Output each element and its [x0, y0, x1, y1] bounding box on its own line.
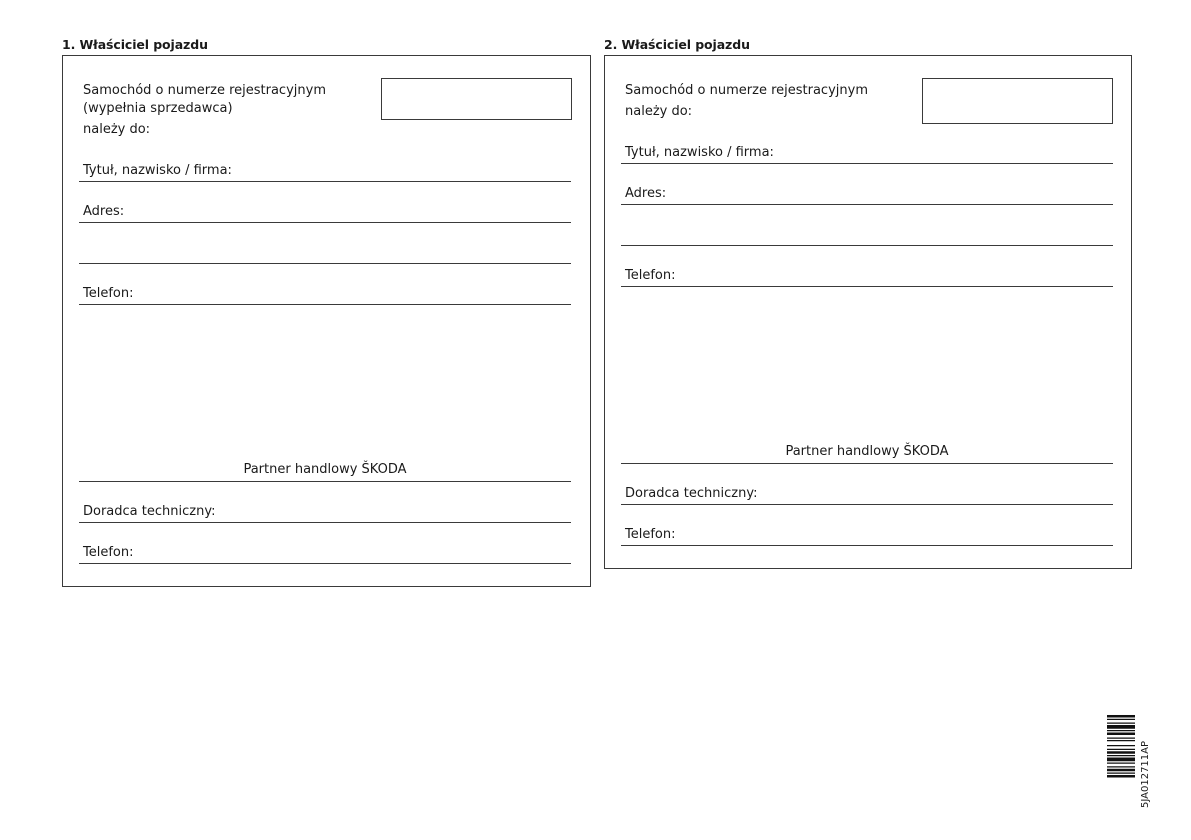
- form1-phone-line[interactable]: [79, 304, 571, 305]
- form2-advisor-phone-label: Telefon:: [625, 527, 676, 542]
- form1-car-label-line2: (wypełnia sprzedawca): [83, 101, 233, 116]
- form2-name-label: Tytuł, nazwisko / firma:: [625, 145, 774, 160]
- form2-name-line[interactable]: [621, 163, 1113, 164]
- form1-advisor-phone-label: Telefon:: [83, 545, 134, 560]
- form1-address-line-1[interactable]: [79, 222, 571, 223]
- form1-car-label-line1: Samochód o numerze rejestracyjnym: [83, 83, 326, 98]
- form2-advisor-line[interactable]: [621, 504, 1113, 505]
- form1-advisor-label: Doradca techniczny:: [83, 504, 216, 519]
- form1-phone-label: Telefon:: [83, 286, 134, 301]
- barcode-text: 5JA012711AP: [1140, 740, 1151, 808]
- form2-address-label: Adres:: [625, 186, 667, 201]
- form2-car-label-line1: Samochód o numerze rejestracyjnym: [625, 83, 868, 98]
- form2-belongs-to-label: należy do:: [625, 104, 693, 119]
- form2-title: 2. Właściciel pojazdu: [604, 37, 750, 52]
- form1-belongs-to-label: należy do:: [83, 122, 151, 137]
- form1-advisor-phone-line[interactable]: [79, 563, 571, 564]
- form2-address-line-2[interactable]: [621, 245, 1113, 246]
- form2-advisor-phone-line[interactable]: [621, 545, 1113, 546]
- form2-address-line-1[interactable]: [621, 204, 1113, 205]
- form2-phone-line[interactable]: [621, 286, 1113, 287]
- form1-partner-line[interactable]: [79, 481, 571, 482]
- form1-name-label: Tytuł, nazwisko / firma:: [83, 163, 232, 178]
- form1-advisor-line[interactable]: [79, 522, 571, 523]
- form1-name-line[interactable]: [79, 181, 571, 182]
- barcode-image: [1107, 715, 1135, 805]
- form1-partner-label: Partner handlowy ŠKODA: [243, 462, 407, 477]
- form1-registration-field[interactable]: [381, 78, 572, 120]
- form1-title: 1. Właściciel pojazdu: [62, 37, 208, 52]
- form2-registration-field[interactable]: [922, 78, 1113, 124]
- form2-partner-label: Partner handlowy ŠKODA: [785, 444, 949, 459]
- form2-phone-label: Telefon:: [625, 268, 676, 283]
- form2-partner-line[interactable]: [621, 463, 1113, 464]
- form2-advisor-label: Doradca techniczny:: [625, 486, 758, 501]
- form1-address-label: Adres:: [83, 204, 125, 219]
- form1-address-line-2[interactable]: [79, 263, 571, 264]
